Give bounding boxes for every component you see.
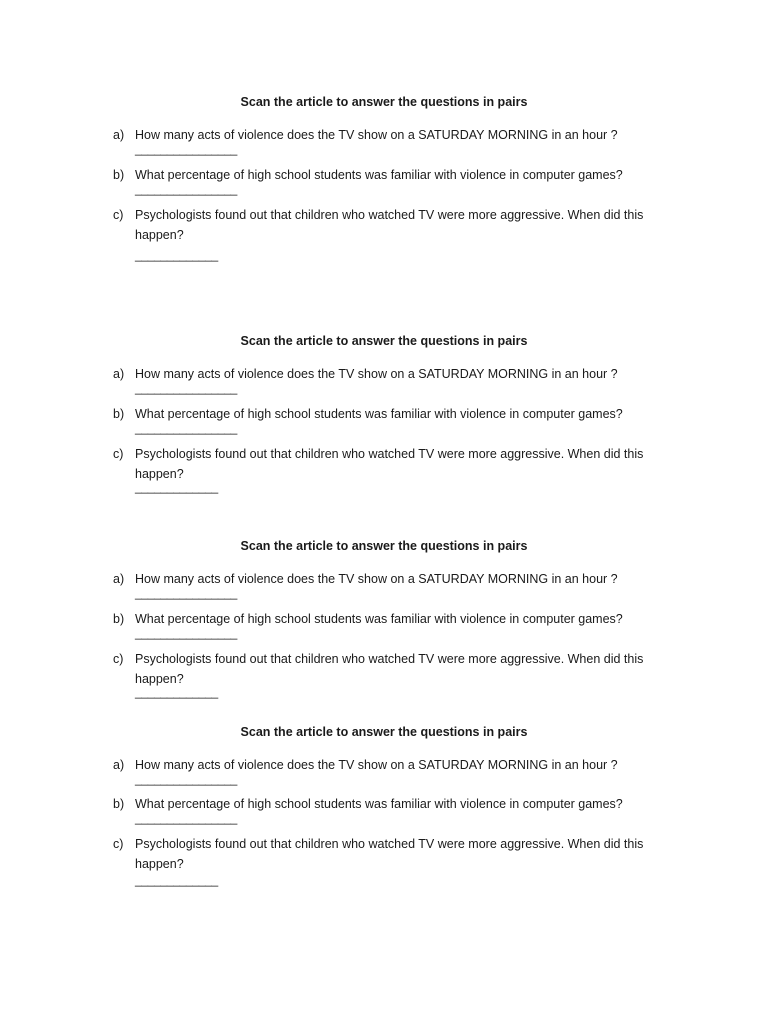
- question-text: What percentage of high school students was familiar with violence in computer games?: [135, 797, 623, 811]
- question-text: What percentage of high school students was familiar with violence in computer games?: [135, 407, 623, 421]
- question-marker: c): [113, 837, 124, 851]
- section-title: Scan the article to answer the questions in pairs: [240, 725, 528, 739]
- section-title: Scan the article to answer the questions in pairs: [240, 334, 528, 348]
- question-text: How many acts of violence does the TV show on a SATURDAY MORNING in an hour ?: [135, 758, 618, 772]
- answer-blank[interactable]: ________________: [135, 586, 237, 600]
- question-marker: b): [113, 612, 125, 626]
- answer-blank[interactable]: ________________: [135, 421, 237, 435]
- question-marker: b): [113, 797, 125, 811]
- question-text: How many acts of violence does the TV show on a SATURDAY MORNING in an hour ?: [135, 128, 618, 142]
- question-marker: c): [113, 208, 124, 222]
- question-marker: a): [113, 128, 125, 142]
- question-text: Psychologists found out that children who watched TV were more aggressive. When did this happen?: [135, 837, 644, 871]
- question-marker: b): [113, 168, 125, 182]
- question-text: How many acts of violence does the TV show on a SATURDAY MORNING in an hour ?: [135, 367, 618, 381]
- question-text: How many acts of violence does the TV show on a SATURDAY MORNING in an hour ?: [135, 572, 618, 586]
- question-marker: a): [113, 367, 125, 381]
- answer-blank[interactable]: ________________: [135, 182, 237, 196]
- answer-blank[interactable]: ________________: [135, 811, 237, 825]
- answer-blank[interactable]: _____________: [135, 248, 218, 262]
- section-title: Scan the article to answer the questions in pairs: [240, 95, 528, 109]
- question-marker: c): [113, 652, 124, 666]
- answer-blank[interactable]: _____________: [135, 873, 218, 887]
- answer-blank[interactable]: _____________: [135, 685, 218, 699]
- answer-blank[interactable]: ________________: [135, 142, 237, 156]
- answer-blank[interactable]: ________________: [135, 381, 237, 395]
- question-text: What percentage of high school students was familiar with violence in computer games?: [135, 168, 623, 182]
- question-marker: c): [113, 447, 124, 461]
- question-text: What percentage of high school students was familiar with violence in computer games?: [135, 612, 623, 626]
- question-marker: a): [113, 572, 125, 586]
- question-marker: b): [113, 407, 125, 421]
- question-marker: a): [113, 758, 125, 772]
- answer-blank[interactable]: ________________: [135, 772, 237, 786]
- section-title: Scan the article to answer the questions in pairs: [240, 539, 528, 553]
- question-text: Psychologists found out that children who watched TV were more aggressive. When did this happen?: [135, 447, 644, 481]
- answer-blank[interactable]: _____________: [135, 480, 218, 494]
- question-text: Psychologists found out that children who watched TV were more aggressive. When did this happen?: [135, 652, 644, 686]
- answer-blank[interactable]: ________________: [135, 626, 237, 640]
- question-text: Psychologists found out that children who watched TV were more aggressive. When did this happen?: [135, 208, 644, 242]
